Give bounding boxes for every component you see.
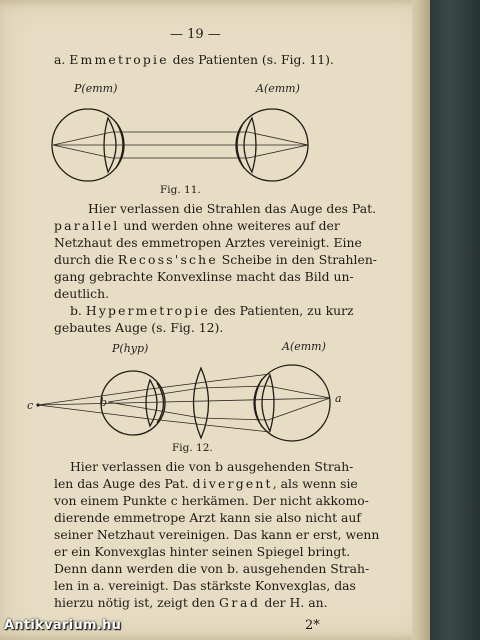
para2-term-divergent: divergent	[192, 476, 273, 491]
heading-b-prefix: b.	[70, 303, 86, 318]
fig11-caption: Fig. 11.	[160, 184, 201, 196]
fig11-label-patient: P(emm)	[74, 82, 118, 95]
para2-term-grad: Grad	[218, 595, 261, 610]
para2-line8	[54, 577, 356, 595]
heading-b-term: Hypermetropie	[85, 303, 211, 318]
para1-line4-rest: Scheibe in den Strahlen-	[217, 252, 377, 267]
para2-line9-rest: der H. an.	[260, 595, 328, 610]
para1-line5: gang gebrachte Konvexlinse macht das Bild un-	[54, 269, 354, 284]
para2-line9-pre: hierzu nötig ist, zeigt den	[54, 595, 219, 610]
heading-a-rest: des Patienten (s. Fig. 11).	[168, 52, 334, 67]
para2-line1: Hier verlassen die von b ausgehenden Strah-	[70, 459, 354, 474]
fig12-right-lens	[262, 375, 274, 431]
para2-line2-pre: len das Auge des Pat.	[54, 476, 193, 491]
fig12-label-c: c	[27, 399, 34, 412]
para2-line4: dierende emmetrope Arzt kann sie also nicht auf	[54, 510, 361, 525]
para2-line6: er ein Konvexglas hinter seinen Spiegel bringt.	[54, 544, 351, 559]
book-cover	[430, 0, 480, 640]
para2-line2	[54, 475, 358, 493]
para2-line7: Denn dann werden die von b. ausgehenden Strah-	[54, 561, 370, 576]
fig12-point-c	[36, 403, 39, 406]
para1-line3: Netzhaut des emmetropen Arztes vereinigt. Eine	[54, 235, 362, 250]
page-number: — 19 —	[170, 27, 221, 42]
para1-term-recoss: Recoss'sche	[117, 252, 218, 267]
para2-line8-text: len in a. vereinigt. Das stärkste Konvexglas, das	[54, 578, 356, 593]
fig12-caption: Fig. 12.	[172, 442, 213, 454]
para2-line5: seiner Netzhaut vereinigen. Das kann er erst, wenn	[54, 527, 380, 542]
para2-line3: von einem Punkte c herkämen. Der nicht akkomo-	[54, 493, 369, 508]
para2-line9	[54, 594, 328, 612]
watermark: Antikvarium.hu	[4, 618, 122, 633]
heading-b-line2: gebautes Auge (s. Fig. 12).	[54, 320, 224, 335]
fig12-label-a: a	[335, 392, 342, 405]
fig12-right-eyeball	[254, 365, 330, 441]
heading-a-term: Emmetropie	[69, 52, 169, 67]
fig12-label-patient: P(hyp)	[112, 342, 149, 355]
fig12-rays	[38, 374, 330, 432]
para1-line6: deutlich.	[54, 286, 110, 301]
signature-mark: 2*	[305, 618, 320, 633]
fig11-label-doctor: A(emm)	[256, 82, 300, 95]
fig12-left-cornea	[157, 383, 164, 423]
fig12-convex-glass	[194, 368, 209, 438]
para1-line1: Hier verlassen die Strahlen das Auge des Pat.	[88, 201, 377, 216]
para1-term-parallel: parallel	[54, 218, 120, 233]
para1-line4-pre: durch die	[54, 252, 118, 267]
fig12-label-b: b	[100, 396, 108, 409]
fig12-label-doctor: A(emm)	[282, 340, 326, 353]
para1-line2-rest: und werden ohne weiteres auf der	[119, 218, 340, 233]
heading-b-rest: des Patienten, zu kurz	[210, 303, 354, 318]
heading-a-prefix: a.	[54, 52, 70, 67]
para2-line2-rest: , als wenn sie	[272, 476, 358, 491]
